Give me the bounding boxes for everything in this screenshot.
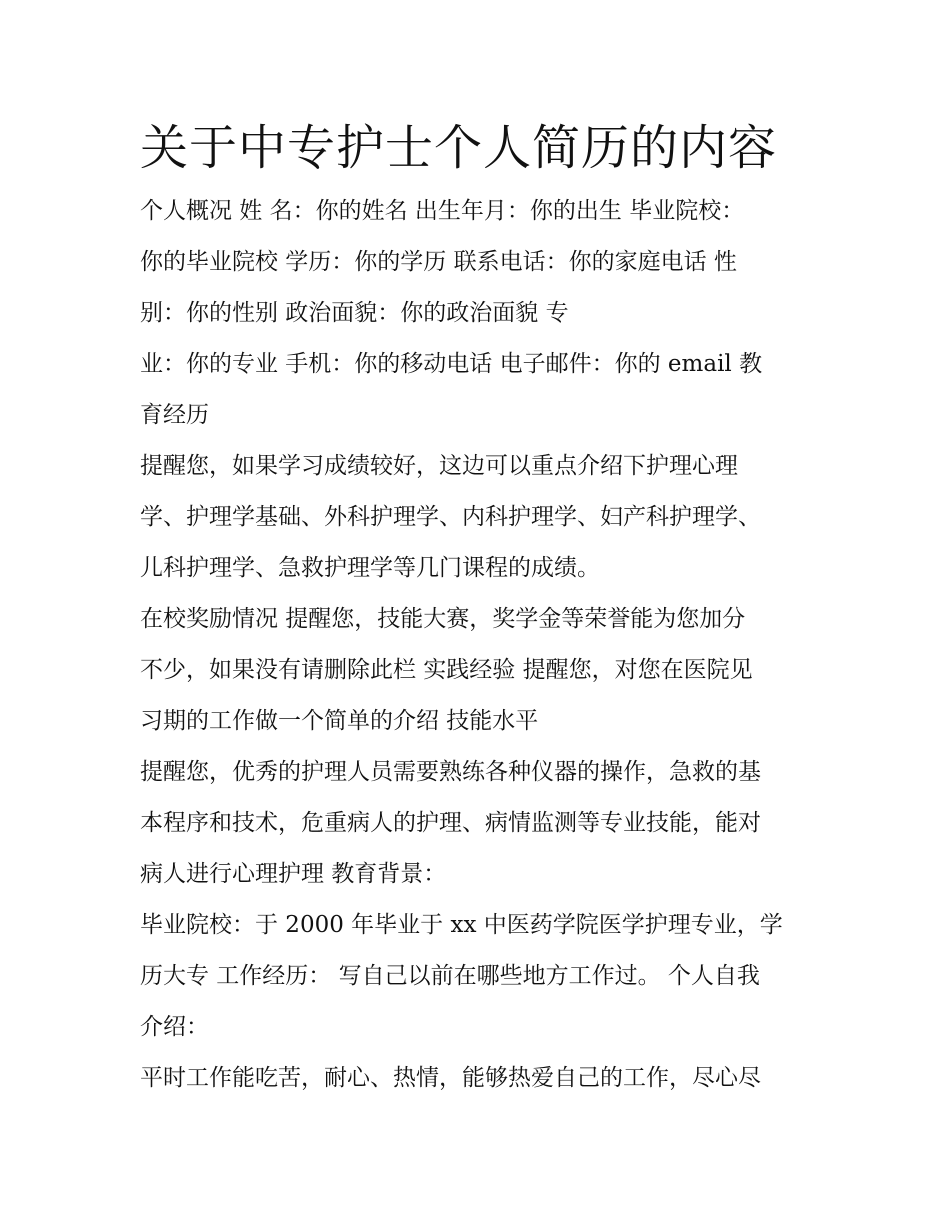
text-line: 个人概况 姓 名：你的姓名 出生年月：你的出生 毕业院校： bbox=[140, 198, 745, 224]
text-line: 习期的工作做一个简单的介绍 技能水平 bbox=[140, 708, 539, 734]
text-line: 提醒您，优秀的护理人员需要熟练各种仪器的操作，急救的基 bbox=[140, 759, 761, 785]
paragraph-self-intro bbox=[140, 1053, 820, 1104]
text-line: 学、护理学基础、外科护理学、内科护理学、妇产科护理学、 bbox=[140, 504, 761, 530]
text-line: 病人进行心理护理 教育背景： bbox=[140, 861, 447, 887]
paragraph-awards bbox=[140, 594, 820, 747]
document-title: 关于中专护士个人简历的内容 bbox=[140, 120, 778, 176]
document-page bbox=[140, 112, 820, 1104]
text-line: 儿科护理学、急救护理学等几门课程的成绩。 bbox=[140, 555, 600, 581]
text-line: 介绍： bbox=[140, 1014, 209, 1040]
text-line: 历大专 工作经历： 写自己以前在哪些地方工作过。 个人自我 bbox=[140, 963, 760, 989]
paragraph-education bbox=[140, 900, 820, 1053]
text-line: 育经历 bbox=[140, 402, 209, 428]
text-line: 业：你的专业 手机：你的移动电话 电子邮件：你的 email 教 bbox=[140, 351, 763, 377]
paragraph-courses bbox=[140, 441, 820, 594]
text-line: 本程序和技术，危重病人的护理、病情监测等专业技能，能对 bbox=[140, 810, 761, 836]
text-line: 别：你的性别 政治面貌：你的政治面貌 专 bbox=[140, 300, 569, 326]
text-line: 你的毕业院校 学历：你的学历 联系电话：你的家庭电话 性 bbox=[140, 249, 737, 275]
text-line: 在校奖励情况 提醒您，技能大赛，奖学金等荣誉能为您加分 bbox=[140, 606, 746, 632]
paragraph-skills bbox=[140, 747, 820, 900]
text-line: 提醒您，如果学习成绩较好，这边可以重点介绍下护理心理 bbox=[140, 453, 738, 479]
text-line: 不少，如果没有请删除此栏 实践经验 提醒您，对您在医院见 bbox=[140, 657, 753, 683]
paragraph-personal-info bbox=[140, 186, 820, 441]
text-line: 平时工作能吃苦，耐心、热情，能够热爱自己的工作，尽心尽 bbox=[140, 1065, 761, 1091]
text-line: 毕业院校：于 2000 年毕业于 xx 中医药学院医学护理专业，学 bbox=[140, 912, 783, 938]
